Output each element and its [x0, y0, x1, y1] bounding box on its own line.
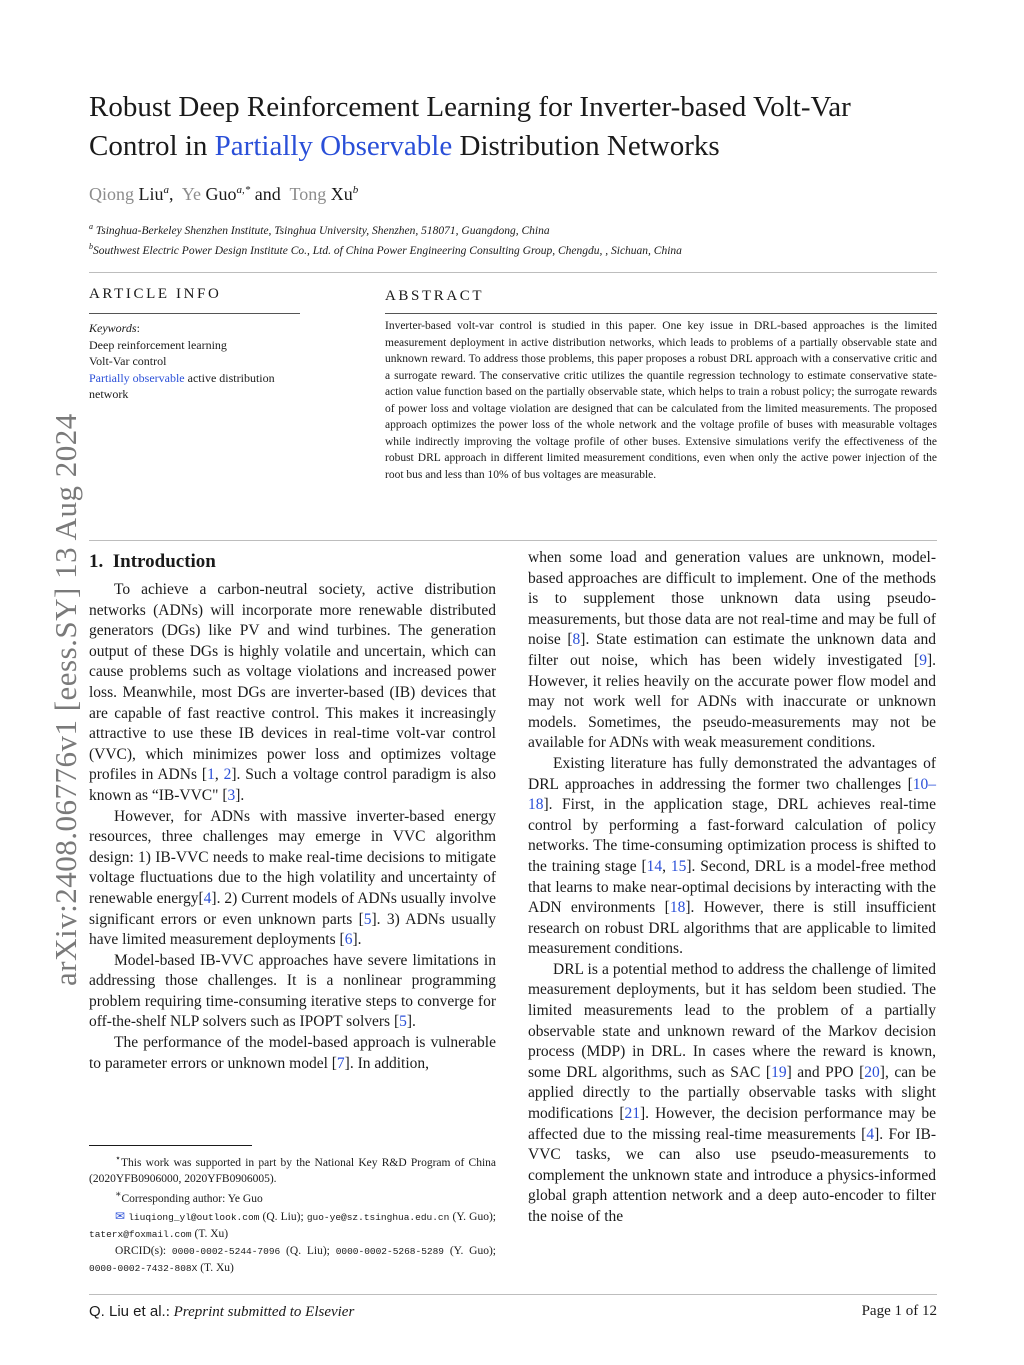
affiliation-b: [89, 242, 682, 257]
footnote-funding: [89, 1151, 496, 1187]
citation-link[interactable]: 4: [866, 1125, 875, 1143]
section-heading-introduction: 1. Introduction: [89, 551, 216, 572]
keyword-1: Deep reinforcement learning: [89, 337, 227, 352]
keyword-3: [89, 370, 304, 403]
paragraph-text: ]. 3) ADNs usually have limited measurement deployments [: [89, 910, 497, 949]
footnote-rule: [89, 1145, 252, 1146]
title-highlight-link[interactable]: Partially Observable: [214, 130, 453, 162]
abstract-text: Inverter-based volt-var control is studied in this paper. One key issue in DRL-based approaches is the limited measurement deployment in active distribution networks, which leads to problems of a partially observable state and unknown reward. To address those problems, this paper proposes a robust DRL approach with a conservative critic and a surrogate reward. The conservative critic utilizes the quantile regression technology to estimate conservative state-action value function based on the partially observable state, which helps to train a robust policy; the surrogate rewards of power loss and voltage violation are designed that can be calculated from the limited measurements. The proposed approach optimizes the power loss of the whole network and the voltage profile of buses with measurable voltages while indirectly improving the voltage profile of other buses. Extensive simulations verify the effectiveness of the robust DRL approach in different limited measurement conditions, even when only the active power injection of the root bus and less than 10% of bus voltages are measurable.: [385, 320, 937, 481]
abstract-rule: [385, 313, 937, 314]
intro-paragraph-2: [89, 807, 496, 951]
author-3-first-name[interactable]: Tong: [289, 184, 327, 204]
paragraph-text: ]. In addition,: [344, 1054, 430, 1072]
affiliation-b-mark: b: [89, 242, 93, 251]
title-line-2-start: Control in: [89, 130, 215, 162]
paragraph-text: ]. State estimation can estimate the unknown data and filter out noise, which has been widely investigated [: [528, 631, 936, 669]
email-icon: ✉: [115, 1208, 126, 1223]
left-column: [89, 580, 496, 1074]
keyword-3-rest: active distribution network: [89, 370, 275, 401]
author-list: [89, 178, 358, 206]
paper-title: [89, 88, 949, 166]
intro-paragraph-3: [89, 951, 496, 1033]
article-info-heading: ARTICLE INFO: [89, 286, 222, 302]
paragraph-text: ,: [662, 857, 671, 875]
paragraph-text: ]. First, in the application stage, DRL achieves real-time control by performing a fast-forward calculation of policy networks. The time-consuming optimization process is shifted to the training stage [: [528, 796, 936, 875]
email-link[interactable]: liuqiong_yl@outlook.com: [128, 1211, 260, 1223]
paragraph-text: ]. Such a voltage control paradigm is also known as “IB-VVC" [: [89, 766, 497, 804]
paragraph-text: However, for ADNs with massive inverter-based energy resources, three challenges may emerge in VVC algorithm design: 1) IB-VVC needs to make real-time decisions to mitigate voltage fluctuations due to the high volatility and uncertainty of renewable energy[: [89, 807, 496, 907]
footer-colon: :: [165, 1304, 174, 1320]
paragraph-text: ], can be applied directly to the partially observable tasks with slight modifications [: [528, 1063, 936, 1123]
citation-link[interactable]: 1: [207, 766, 215, 784]
paragraph-text: ]. However, there is still insufficient research on robust DRL algorithms that are applicable to limited measurement conditions.: [528, 899, 937, 958]
footnote-asterisk: ∗: [115, 1189, 122, 1201]
author-and: and: [250, 184, 290, 204]
citation-link[interactable]: 9: [919, 651, 927, 669]
orcid-owner: (T. Xu): [197, 1262, 234, 1275]
author-2-affil-mark: a,*: [236, 184, 251, 196]
affiliation-a: [89, 222, 550, 237]
orcid-link[interactable]: 0000-0002-5244-7096: [171, 1246, 281, 1258]
intro-paragraph-1: [89, 580, 496, 807]
paragraph-text: ,: [214, 766, 224, 784]
arxiv-identifier: arXiv:2408.06776v1 [eess.SY] 13 Aug 2024: [48, 413, 83, 986]
author-2-first-name[interactable]: Ye: [181, 184, 202, 204]
footnote-orcid: [89, 1243, 496, 1278]
author-1-first-name[interactable]: Qiong: [89, 184, 134, 204]
paragraph-text: ].: [235, 786, 245, 804]
footer-citation: [89, 1303, 354, 1321]
author-3-affil-mark: b: [352, 184, 359, 196]
corresponding-text: Corresponding author: Ye Guo: [121, 1193, 263, 1206]
paragraph-text: when some load and generation values are unknown, model-based approaches are difficult to implement. One of the methods is to supplement those unknown data using pseudo-measurements, but those data are not real-time and may be full of noise [: [528, 549, 936, 649]
paragraph-text: ]. However, the decision performance may be affected due to the missing real-time measurements [: [528, 1105, 936, 1143]
footer-divider: [89, 1294, 937, 1295]
citation-link[interactable]: 15: [670, 857, 687, 875]
abstract-divider: [89, 540, 937, 541]
keywords-label-line: [89, 320, 304, 337]
paragraph-text: The performance of the model-based approach is vulnerable to parameter errors or unknown model [: [89, 1034, 496, 1072]
paragraph-text: Model-based IB-VVC approaches have severe limitations in addressing those challenges. It is a nonlinear programming problem requiring time-consuming iterative steps to converge for off-the-shelf NLP solvers such as IPOPT solvers [: [89, 951, 496, 1031]
keywords-label: Keywords: [89, 321, 137, 335]
paragraph-text: To achieve a carbon-neutral society, active distribution networks (ADNs) will incorporate more renewable distributed generators (DGs) like PV and wind turbines. The generation output of these DGs is highly volatile and uncertain, which can cause problems such as voltage violations and increased power loss. Meanwhile, most DGs are inverter-based (IB) devices that are capable of fast reactive control. This makes it increasingly attractive to use these IB devices in real-time volt-var control (VVC), which minimizes power loss and optimizes voltage profiles in ADNs [: [89, 581, 496, 784]
citation-link[interactable]: 7: [336, 1054, 345, 1072]
orcid-owner: (Q. Liu);: [280, 1245, 336, 1258]
keywords-colon: :: [136, 321, 140, 335]
orcid-owner: (Y. Guo);: [444, 1245, 496, 1258]
paragraph-text: ].: [406, 1013, 416, 1031]
title-line-1: Robust Deep Reinforcement Learning for Inverter-based Volt-Var: [89, 91, 851, 123]
intro-paragraph-4: [89, 1033, 496, 1074]
affiliation-a-text: Tsinghua-Berkeley Shenzhen Institute, Tsinghua University, Shenzhen, 518071, Guangdong, China: [93, 224, 550, 237]
right-column: [528, 548, 936, 1228]
keyword-3-link[interactable]: Partially observable: [89, 370, 185, 385]
footer-authors: Q. Liu et al.: [89, 1303, 166, 1320]
orcid-label: ORCID(s):: [115, 1245, 172, 1258]
orcid-link[interactable]: 0000-0002-5268-5289: [335, 1246, 445, 1258]
citation-link[interactable]: 8: [572, 631, 581, 649]
paragraph-text: Existing literature has fully demonstrated the advantages of DRL approaches in addressing the former two challenges [: [528, 754, 936, 793]
abstract-heading: ABSTRACT: [385, 288, 485, 304]
citation-link[interactable]: 6: [344, 931, 353, 949]
footnotes: [89, 1151, 496, 1278]
affiliation-b-text: Southwest Electric Power Design Institute Co., Ltd. of China Power Engineering Consulting Group, Chengdu, , Sichuan, China: [93, 244, 682, 257]
email-owner: (Q. Liu);: [259, 1210, 307, 1223]
keyword-2: Volt-Var control: [89, 354, 167, 368]
right-paragraph-3: [528, 960, 936, 1228]
citation-link[interactable]: 10–18: [528, 775, 936, 814]
paragraph-text: ]. However, it relies heavily on the accurate power flow model and may not work well for ADNs with inaccurate or unknown models. Sometimes, the pseudo-measurements may not be available for ADNs with weak measurement conditions.: [528, 651, 936, 752]
paragraph-text: ].: [352, 931, 362, 949]
funding-text: This work was supported in part by the National Key R&D Program of China (2020YFB0906000, 2020YFB0906005).: [89, 1156, 496, 1186]
paragraph-text: ]. For IB-VVC tasks, we can also use pseudo-measurements to complement the unknown state and introduce a physics-informed global graph attention network and a deep auto-encoder to filter the noise of the: [528, 1125, 936, 1225]
orcid-link[interactable]: 0000-0002-7432-808X: [89, 1263, 198, 1275]
header-divider: [89, 272, 937, 273]
footnote-star: ⋆: [115, 1153, 121, 1164]
citation-link[interactable]: 21: [624, 1105, 641, 1123]
citation-link[interactable]: 19: [771, 1063, 787, 1081]
article-info-rule: [89, 313, 300, 314]
citation-link[interactable]: 5: [363, 910, 372, 928]
citation-link[interactable]: 3: [227, 786, 236, 804]
email-owner: (T. Xu): [191, 1227, 229, 1240]
paragraph-text: ]. Second, DRL is a model-free method that learns to make near-optimal decisions by interacting with the ADN environments [: [528, 857, 937, 917]
author-2-last-name: Guo: [201, 184, 237, 204]
author-3-last-name: Xu: [326, 184, 353, 204]
citation-link[interactable]: 5: [399, 1013, 407, 1031]
email-owner: (Y. Guo);: [449, 1210, 497, 1223]
affiliation-a-mark: a: [89, 222, 93, 231]
paragraph-text: ] and PPO [: [786, 1063, 865, 1081]
author-separator: ,: [169, 184, 182, 204]
author-1-last-name: Liu: [134, 184, 164, 204]
title-line-2-end: Distribution Networks: [452, 130, 720, 162]
right-paragraph-2: [528, 754, 936, 960]
citation-link[interactable]: 14: [646, 857, 663, 875]
footnote-emails: [89, 1208, 496, 1244]
page-number: Page 1 of 12: [861, 1303, 937, 1319]
email-link[interactable]: taterx@foxmail.com: [89, 1228, 192, 1240]
citation-link[interactable]: 18: [669, 899, 686, 917]
citation-link[interactable]: 4: [203, 889, 212, 907]
footnote-corresponding: [89, 1187, 496, 1207]
email-link[interactable]: guo-ye@sz.tsinghua.edu.cn: [306, 1211, 450, 1223]
footer-journal: Preprint submitted to Elsevier: [173, 1304, 355, 1320]
author-1-affil-mark: a: [163, 184, 169, 196]
keywords-block: [89, 320, 304, 403]
citation-link[interactable]: 20: [864, 1063, 880, 1081]
right-paragraph-1: [528, 548, 936, 754]
paragraph-text: ]. 2) Current models of ADNs usually involve significant errors or even unknown parts [: [89, 889, 496, 928]
citation-link[interactable]: 2: [223, 766, 232, 784]
paragraph-text: DRL is a potential method to address the challenge of limited measurement deployments, but it has seldom been studied. The limited measurements lead to the problem of a partially observable state and unknown reward of the Markov decision process (MDP) in DRL. In cases where the reward is known, some DRL algorithms, such as SAC [: [528, 960, 936, 1081]
